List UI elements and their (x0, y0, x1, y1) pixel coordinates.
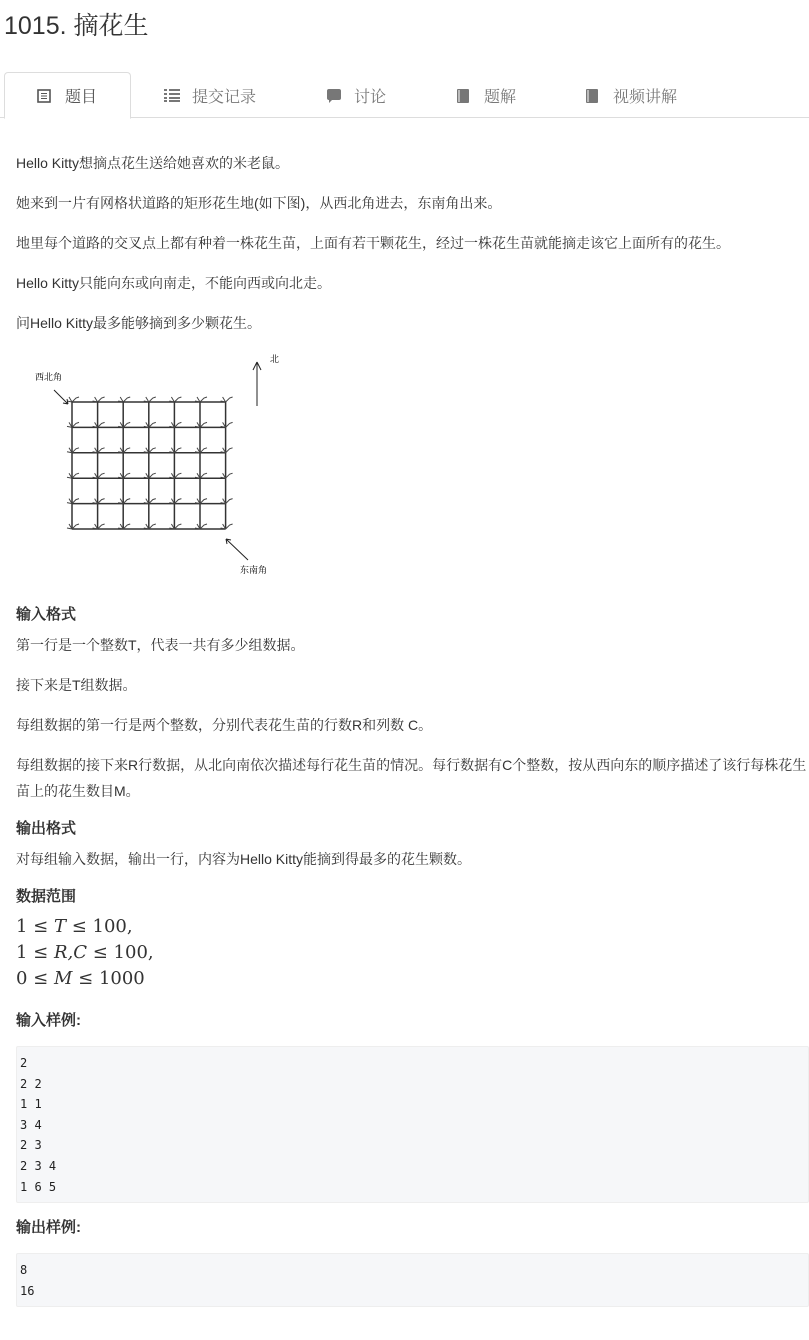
sample-input-code[interactable]: 2 2 2 1 1 3 4 2 3 2 3 4 1 6 5 (16, 1046, 809, 1203)
southeast-arrow (226, 539, 248, 560)
sample-input-heading: 输入样例: (16, 1012, 81, 1029)
figure-label-northwest: 西北角 (35, 372, 63, 382)
peanut-plant-icon (118, 422, 130, 427)
tab-label: 题目 (65, 89, 98, 106)
output-format-heading: 输出格式 (16, 820, 77, 837)
list-alt-icon (37, 89, 51, 103)
list-icon (164, 88, 178, 102)
peanut-plant-icon (118, 448, 130, 453)
peanut-plant-icon (195, 422, 207, 427)
range-RC: 1 ≤ R,C ≤ 100, (16, 942, 154, 963)
book-icon (585, 88, 599, 102)
tab-label: 提交记录 (192, 88, 257, 106)
figure-label-southeast: 东南角 (240, 565, 268, 575)
tab-discussion[interactable] (294, 72, 386, 118)
range-heading: 数据范围 (16, 888, 77, 905)
peanut-plant-icon (169, 448, 181, 453)
peanut-plant-icon (144, 422, 156, 427)
northwest-arrow (54, 390, 68, 404)
north-arrow (253, 362, 261, 406)
peanut-plant-icon (221, 397, 233, 402)
grid-figure (16, 350, 296, 582)
range-M: 0 ≤ M ≤ 1000 (16, 968, 145, 989)
peanut-plant-icon (144, 448, 156, 453)
figure-label-north: 北 (270, 354, 280, 364)
peanut-plant-icon (221, 422, 233, 427)
description: 她来到一片有网格状道路的矩形花生地(如下图)，从西北角进去，东南角出来。 (16, 195, 502, 211)
input-format-text: 接下来是T组数据。 (16, 677, 137, 693)
peanut-plant-icon (221, 473, 233, 478)
comment-icon (326, 88, 340, 102)
input-format-heading: 输入格式 (16, 606, 77, 623)
peanut-plant-icon (67, 422, 79, 427)
grid-diagram (16, 350, 296, 582)
peanut-plant-icon (67, 448, 79, 453)
tab-label: 视频讲解 (613, 88, 678, 106)
peanut-plant-icon (169, 422, 181, 427)
range-T: 1 ≤ T ≤ 100, (16, 916, 133, 937)
tab-bar (0, 72, 809, 118)
description: Hello Kitty想摘点花生送给她喜欢的米老鼠。 (16, 155, 290, 171)
output-format-text: 对每组输入数据，输出一行，内容为Hello Kitty能摘到得最多的花生颗数。 (16, 851, 472, 867)
tab-solutions[interactable] (424, 72, 516, 118)
input-format-text: 每组数据的第一行是两个整数，分别代表花生苗的行数R和列数 C。 (16, 717, 433, 733)
tab-submissions[interactable] (132, 72, 256, 118)
peanut-plant-icon (221, 448, 233, 453)
peanut-plant-icon (93, 422, 105, 427)
problem-content (16, 150, 809, 1321)
tab-problem[interactable] (4, 72, 131, 119)
tab-label: 讨论 (354, 88, 387, 106)
peanut-plant-icon (195, 448, 207, 453)
description: 问Hello Kitty最多能够摘到多少颗花生。 (16, 315, 262, 331)
peanut-plant-icon (221, 499, 233, 504)
input-format-text: 第一行是一个整数T，代表一共有多少组数据。 (16, 637, 305, 653)
peanut-plant-icon (221, 524, 233, 529)
book-icon (456, 88, 470, 102)
description: Hello Kitty只能向东或向南走，不能向西或向北走。 (16, 275, 332, 291)
tab-video[interactable] (553, 72, 677, 118)
sample-output-code[interactable]: 8 16 (16, 1253, 809, 1307)
sample-output-heading: 输出样例: (16, 1219, 81, 1237)
peanut-plant-icon (93, 448, 105, 453)
page-title: 1015. 摘花生 (4, 12, 149, 40)
description: 地里每个道路的交叉点上都有种着一株花生苗，上面有若干颗花生，经过一株花生苗就能摘走该它上面所有的花生。 (16, 235, 730, 251)
tab-label: 题解 (484, 88, 517, 106)
input-format-text: 每组数据的接下来R行数据，从北向南依次描述每行花生苗的情况。每行数据有C个整数，按从西向东的顺序描述了该行每株花生苗上的花生数目M。 (16, 757, 807, 799)
